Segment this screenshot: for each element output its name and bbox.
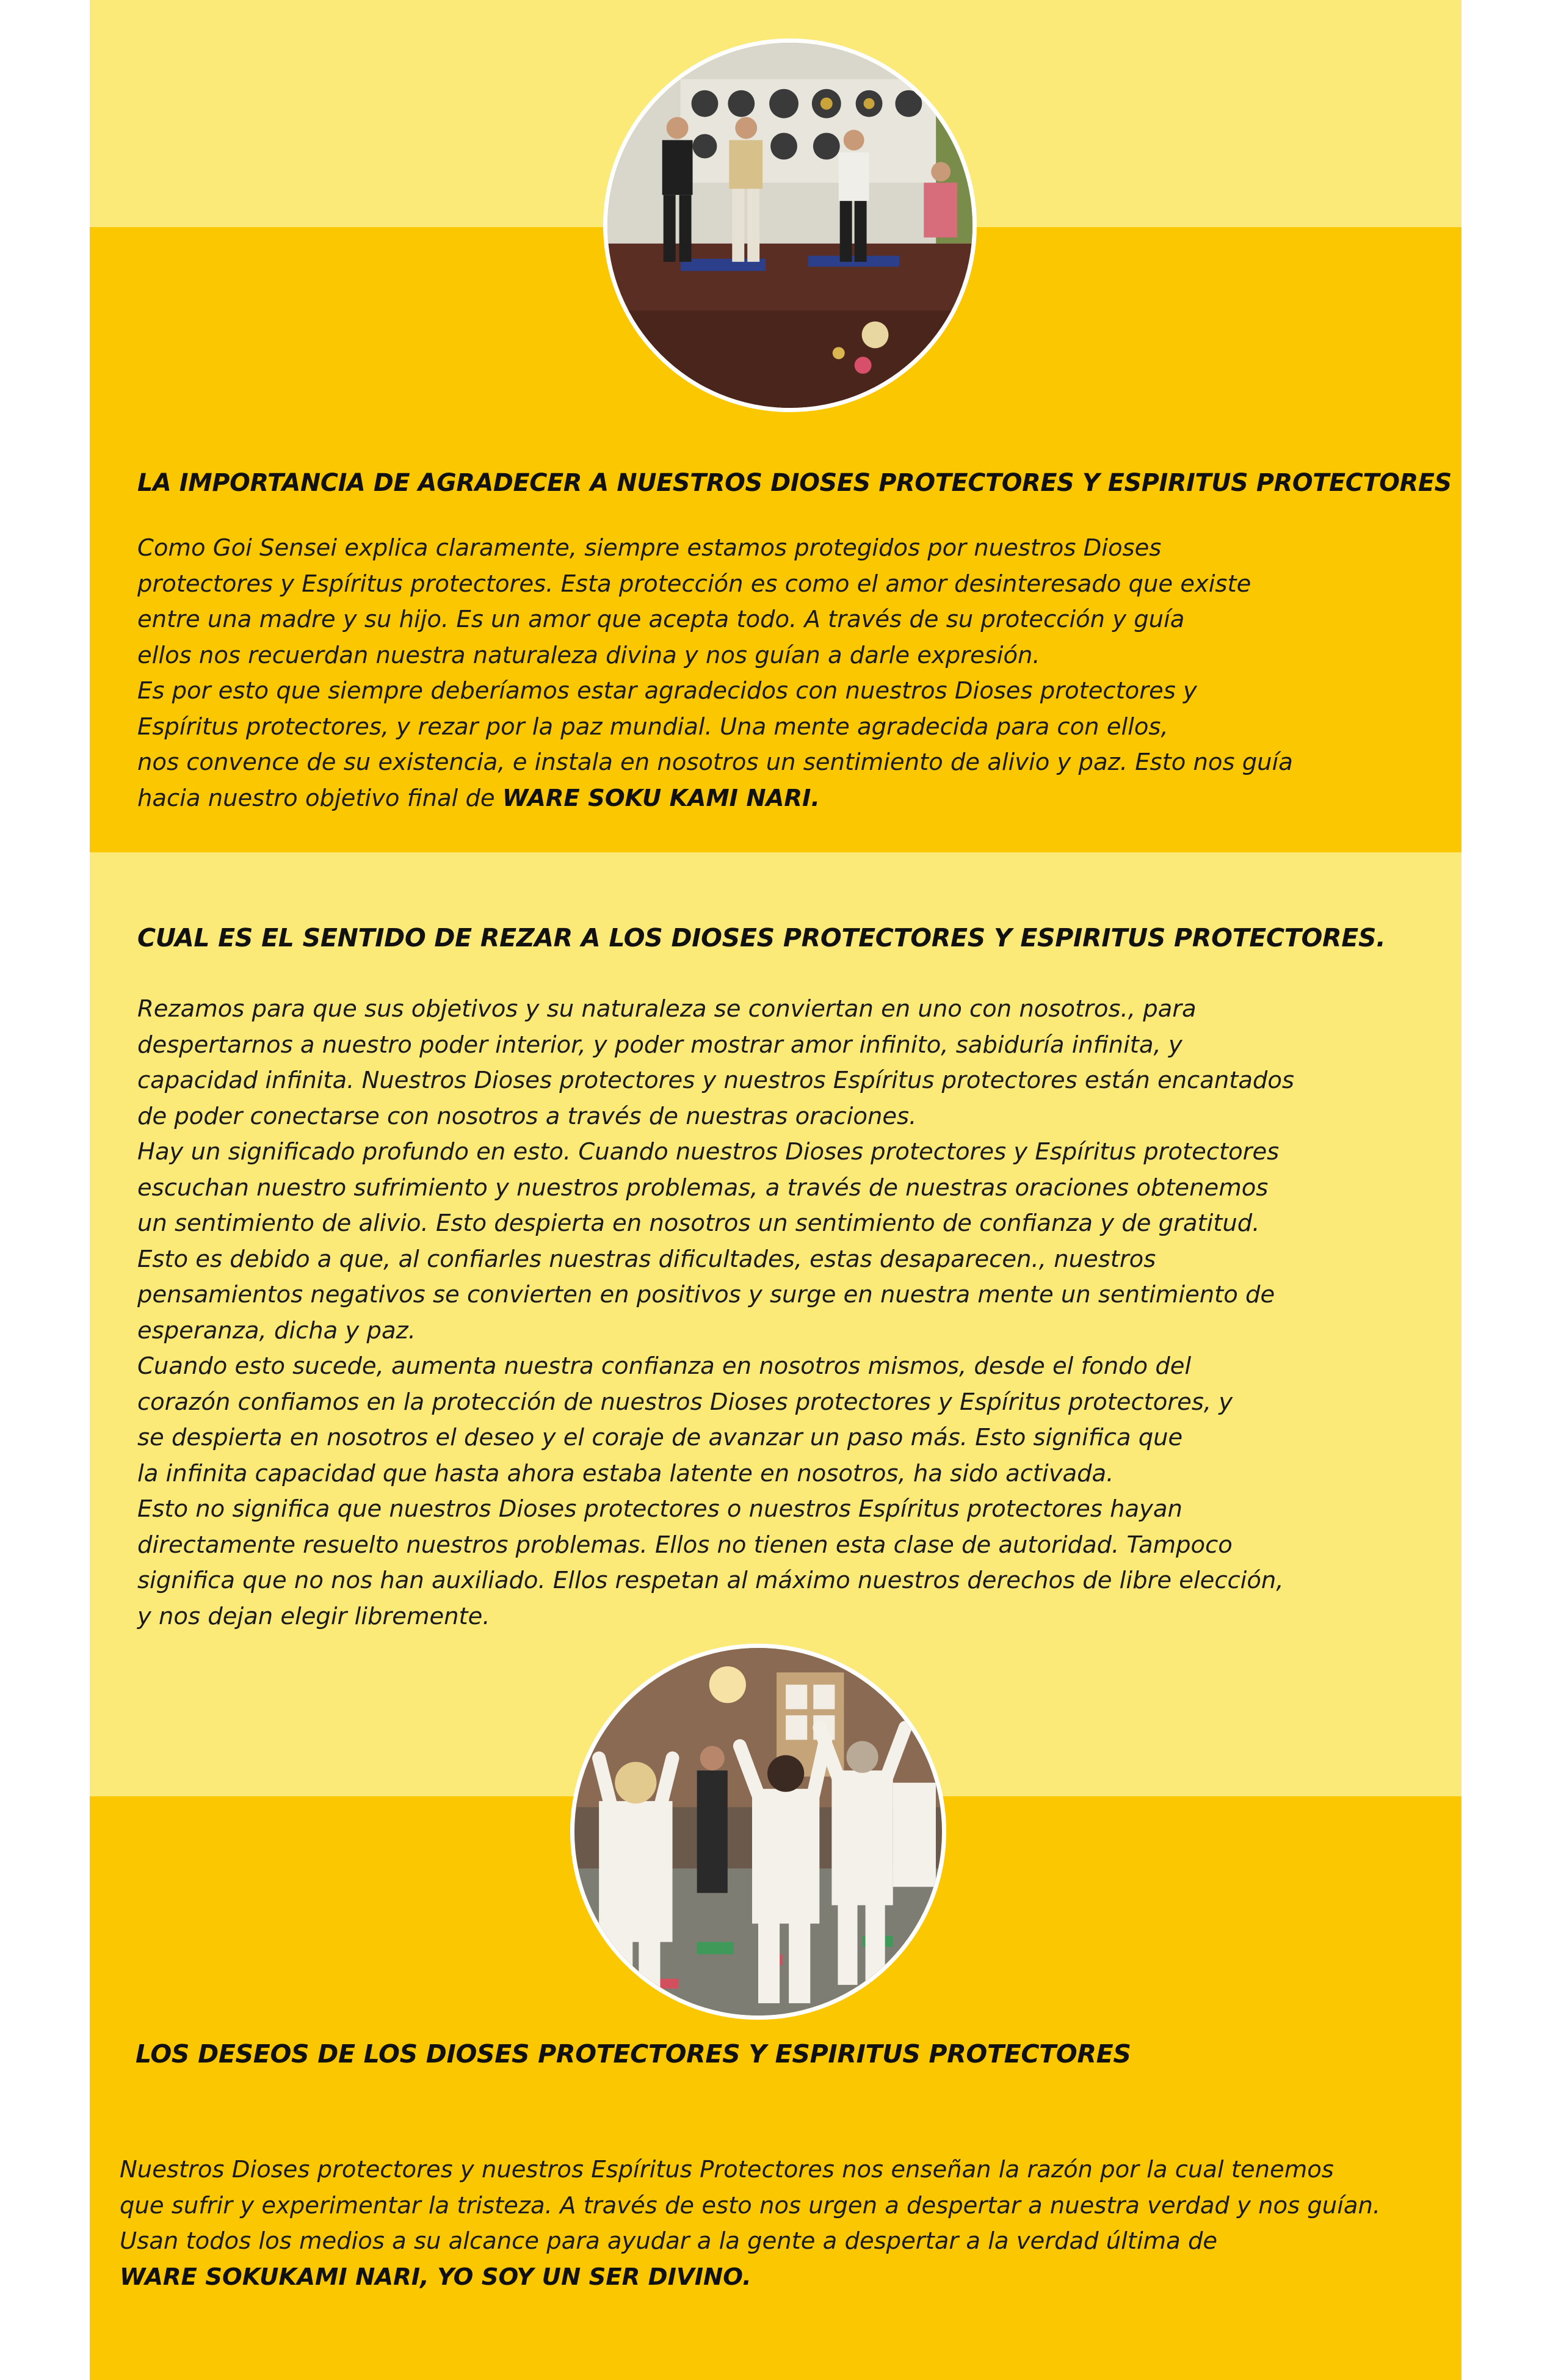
section-2-line: de poder conectarse con nosotros a través de nuestras oraciones. [137, 1102, 917, 1130]
section-1-line: Es por esto que siempre deberíamos estar agradecidos con nuestros Dioses protectores y [137, 677, 1197, 705]
section-1-last-line [137, 781, 1293, 817]
section-2-line: pensamientos negativos se convierten en positivos y surge en nuestra mente un sentimiento de [137, 1281, 1275, 1308]
section-2-line: Cuando esto sucede, aumenta nuestra confianza en nosotros mismos, desde el fondo del [137, 1352, 1192, 1380]
section-2-line: despertarnos a nuestro poder interior, y poder mostrar amor infinito, sabiduría infinita, y [137, 1031, 1182, 1059]
group-meditation-photo [603, 38, 977, 412]
section-2-line: Esto es debido a que, al confiarles nuestras dificultades, estas desaparecen., nuestros [137, 1245, 1156, 1273]
section-1-line: nos convence de su existencia, e instala en nosotros un sentimiento de alivio y paz. Esto nos guía [137, 749, 1293, 776]
section-1-line: Espíritus protectores, y rezar por la paz mundial. Una mente agradecida para con ellos, [137, 713, 1168, 741]
section-2-line: un sentimiento de alivio. Esto despierta en nosotros un sentimiento de confianza y de gratitud. [137, 1210, 1260, 1237]
section-2-line: corazón confiamos en la protección de nuestros Dioses protectores y Espíritus protectores, y [137, 1388, 1233, 1416]
section-2-line: directamente resuelto nuestros problemas. Ellos no tienen esta clase de autoridad. Tampoco [137, 1531, 1233, 1559]
section-1-body [137, 531, 1293, 816]
ware-soku-kami-nari-emphasis: WARE SOKU KAMI NARI. [502, 784, 820, 812]
section-2-line: capacidad infinita. Nuestros Dioses protectores y nuestros Espíritus protectores están encantados [137, 1067, 1294, 1094]
section-1-last-line-prefix: hacia nuestro objetivo final de [137, 784, 502, 812]
section-2-body [137, 992, 1294, 1634]
section-2-line: Esto no significa que nuestros Dioses protectores o nuestros Espíritus protectores hayan [137, 1495, 1182, 1523]
section-1-line: entre una madre y su hijo. Es un amor que acepta todo. A través de su protección y guía [137, 606, 1185, 633]
section-1-line: ellos nos recuerdan nuestra naturaleza divina y nos guían a darle expresión. [137, 641, 1040, 669]
section-3-line: Nuestros Dioses protectores y nuestros Espíritus Protectores nos enseñan la razón por la cual tenemos [120, 2156, 1334, 2183]
section-2-line: Hay un significado profundo en esto. Cuando nuestros Dioses protectores y Espíritus protectores [137, 1138, 1280, 1166]
section-3-line: Usan todos los medios a su alcance para ayudar a la gente a despertar a la verdad última de [120, 2227, 1218, 2255]
section-2-line: Rezamos para que sus objetivos y su naturaleza se conviertan en uno con nosotros., para [137, 995, 1197, 1023]
section-3-last-line [120, 2260, 1380, 2296]
section-3-body [120, 2152, 1380, 2295]
section-1-line: protectores y Espíritus protectores. Esta protección es como el amor desinteresado que existe [137, 570, 1251, 598]
section-2-line: significa que no nos han auxiliado. Ellos respetan al máximo nuestros derechos de libre elección, [137, 1567, 1284, 1594]
section-2-line: y nos dejan elegir libremente. [137, 1602, 490, 1630]
section-2-line: la infinita capacidad que hasta ahora estaba latente en nosotros, ha sido activada. [137, 1459, 1114, 1487]
section-3-line: que sufrir y experimentar la tristeza. A través de esto nos urgen a despertar a nuestra verdad y nos guían. [120, 2191, 1381, 2219]
section-1-title: LA IMPORTANCIA DE AGRADECER A NUESTROS DIOSES PROTECTORES Y ESPIRITUS PROTECTORES [137, 469, 1452, 497]
section-2-title: CUAL ES EL SENTIDO DE REZAR A LOS DIOSES PROTECTORES Y ESPIRITUS PROTECTORES. [137, 923, 1386, 952]
section-3-title: LOS DESEOS DE LOS DIOSES PROTECTORES Y ESPIRITUS PROTECTORES [136, 2039, 1131, 2069]
section-1-line: Como Goi Sensei explica claramente, siempre estamos protegidos por nuestros Dioses [137, 534, 1162, 562]
group-prayer-photo [570, 1644, 946, 2020]
section-2-line: esperanza, dicha y paz. [137, 1316, 416, 1344]
section-2-line: escuchan nuestro sufrimiento y nuestros problemas, a través de nuestras oraciones obtenemos [137, 1174, 1269, 1202]
section-2-line: se despierta en nosotros el deseo y el coraje de avanzar un paso más. Esto significa que [137, 1424, 1183, 1451]
yo-soy-un-ser-divino-emphasis: WARE SOKUKAMI NARI, YO SOY UN SER DIVINO. [120, 2263, 751, 2291]
